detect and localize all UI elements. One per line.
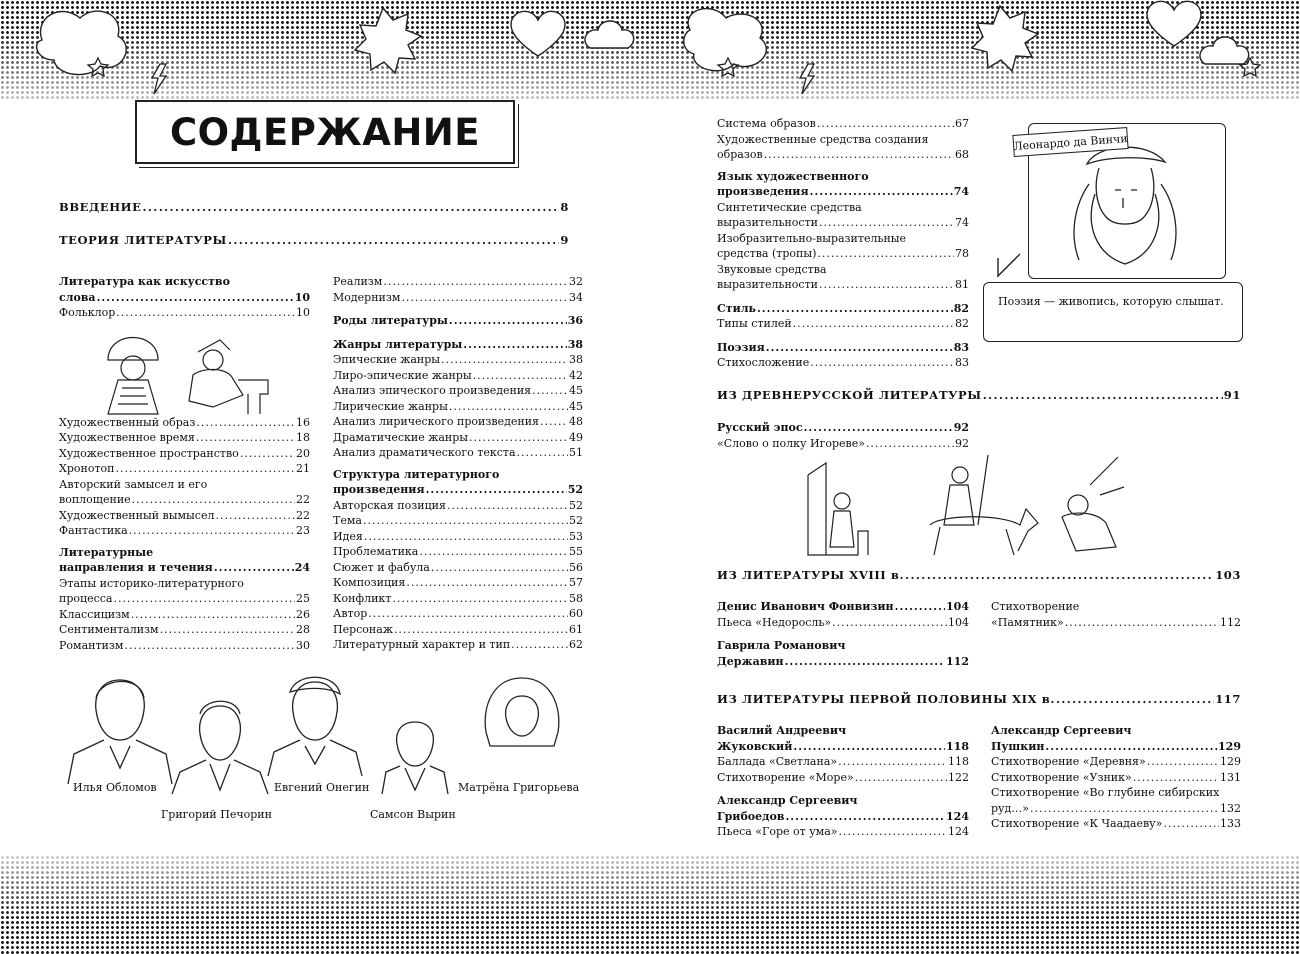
leonardo-name-label: Леонардо да Винчи [1012, 127, 1128, 157]
toc-entry-introduction[interactable]: ВВЕДЕНИЕ ..... 8 [59, 200, 569, 216]
toc-entry-theme[interactable]: Тема ..... 52 [333, 513, 583, 529]
toc-entry-lyric-genres[interactable]: Лирические жанры ..... 45 [333, 399, 583, 415]
toc-entry-structure[interactable]: произведения ..... 52 [333, 482, 583, 498]
toc-entry-image[interactable]: Художественный образ ..... 16 [59, 415, 310, 431]
toc-entry-griboedov[interactable]: Грибоедов ..... 124 [717, 809, 969, 825]
cloud-icon [585, 21, 634, 48]
toc-line-zhukovsky[interactable]: Василий Андреевич [717, 724, 847, 737]
toc-entry-xviii[interactable]: ИЗ ЛИТЕРАТУРЫ XVIII в. ..... 103 [717, 568, 1241, 584]
folklore-illustration [98, 330, 273, 420]
toc-section-art-line[interactable]: Литература как искусство [59, 275, 230, 288]
toc-entry-idea[interactable]: Идея ..... 53 [333, 529, 583, 545]
quote-text: Поэзия — живопись, которую слышат. [998, 295, 1224, 308]
page-title-frame [135, 100, 515, 164]
caption-pechorin: Григорий Печорин [161, 808, 272, 821]
starburst-icon-right [972, 6, 1038, 71]
toc-entry-versification[interactable]: Стихосложение ..... 83 [717, 355, 969, 371]
oblomov-portrait-icon [68, 680, 172, 784]
left-column-2 [333, 274, 583, 653]
toc-entry-time[interactable]: Художественное время ..... 18 [59, 430, 310, 446]
fallen-warrior-icon [1062, 457, 1124, 551]
toc-entry-tropes[interactable]: средства (тропы) ..... 78 [717, 246, 969, 262]
toc-entry-epic-analysis[interactable]: Анализ эпического произведения ..... 45 [333, 383, 583, 399]
matryona-portrait-icon [485, 678, 559, 746]
toc-entry-zhukovsky[interactable]: Жуковский ..... 118 [717, 739, 969, 755]
lightning-icon-right [800, 64, 814, 94]
toc-entry-fiction[interactable]: Художественный вымысел ..... 22 [59, 508, 310, 524]
toc-line-poem[interactable]: Стихотворение [991, 600, 1080, 613]
halftone-footer-band [0, 855, 1300, 954]
toc-line-synthetic[interactable]: Синтетические средства [717, 200, 862, 214]
toc-entry-lyric-analysis[interactable]: Анализ лирического произведения ..... 48 [333, 414, 583, 430]
toc-entry-character-type[interactable]: Литературный характер и тип ..... 62 [333, 637, 583, 653]
xix-col-2 [991, 723, 1241, 832]
xix-section [717, 692, 1241, 708]
right-top-column [717, 116, 969, 371]
toc-entry-space[interactable]: Художественное пространство ..... 20 [59, 446, 310, 462]
old-russian-illustration [800, 455, 1130, 560]
toc-entry-siberian[interactable]: руд…» ..... 132 [991, 801, 1241, 817]
toc-entry-fonvizin[interactable]: Денис Иванович Фонвизин ..... 104 [717, 599, 969, 615]
toc-entry-language[interactable]: произведения ..... 74 [717, 184, 969, 200]
toc-line-griboedov[interactable]: Александр Сергеевич [717, 794, 858, 807]
toc-line-stages[interactable]: Этапы историко-литературного [59, 576, 244, 590]
toc-entry-process[interactable]: процесса ..... 25 [59, 591, 310, 607]
toc-entry-author[interactable]: Автор ..... 60 [333, 606, 583, 622]
toc-entry-plot[interactable]: Сюжет и фабула ..... 56 [333, 560, 583, 576]
toc-entry-style[interactable]: Стиль ..... 82 [717, 301, 969, 317]
toc-entry-modernism[interactable]: Модернизм ..... 34 [333, 290, 583, 306]
toc-entry-prisoner[interactable]: Стихотворение «Узник» ..... 131 [991, 770, 1241, 786]
caption-matryona: Матрёна Григорьева [458, 781, 580, 794]
xviii-col-1 [717, 599, 969, 669]
toc-entry-poetry[interactable]: Поэзия ..... 83 [717, 340, 969, 356]
toc-entry-conflict[interactable]: Конфликт ..... 58 [333, 591, 583, 607]
onegin-portrait-icon [268, 677, 362, 776]
heart-icon [511, 11, 565, 56]
toc-entry-chronotope[interactable]: Хронотоп ..... 21 [59, 461, 310, 477]
toc-entry-image-system[interactable]: Система образов ..... 67 [717, 116, 969, 132]
toc-entry-chaadaev[interactable]: Стихотворение «К Чаадаеву» ..... 133 [991, 816, 1241, 832]
tower-princess-icon [808, 463, 868, 555]
old-russian-entries [717, 420, 969, 451]
toc-line-sound[interactable]: Звуковые средства [717, 262, 827, 276]
toc-entry-character[interactable]: Персонаж ..... 61 [333, 622, 583, 638]
toc-line-pushkin[interactable]: Александр Сергеевич [991, 724, 1132, 737]
page-title: СОДЕРЖАНИЕ [169, 110, 481, 154]
toc-entry-embodiment[interactable]: воплощение ..... 22 [59, 492, 310, 508]
toc-entry-genres[interactable]: Жанры литературы ..... 38 [333, 337, 583, 353]
toc-entry-xix[interactable]: ИЗ ЛИТЕРАТУРЫ ПЕРВОЙ ПОЛОВИНЫ XIX в. ..... 117 [717, 692, 1241, 708]
toc-entry-derzhavin[interactable]: Державин ..... 112 [717, 654, 969, 670]
toc-entry-drama-analysis[interactable]: Анализ драматического текста ..... 51 [333, 445, 583, 461]
lightning-icon [152, 64, 166, 94]
toc-entry-old-russian[interactable]: ИЗ ДРЕВНЕРУССКОЙ ЛИТЕРАТУРЫ ..... 91 [717, 388, 1241, 404]
toc-entry-folklore[interactable]: Фольклор ..... 10 [59, 305, 310, 321]
toc-entry-movements[interactable]: направления и течения ..... 24 [59, 560, 310, 576]
rider-on-horse-icon [930, 455, 1038, 555]
left-major-entries [59, 200, 569, 248]
heart-icon-right [1147, 1, 1201, 46]
starburst-icon [355, 8, 421, 73]
xix-col-1 [717, 723, 969, 840]
toc-section-movements-line[interactable]: Литературные [59, 545, 154, 559]
toc-entry-theory[interactable]: ТЕОРИЯ ЛИТЕРАТУРЫ ..... 9 [59, 233, 569, 249]
toc-entry-synthetic[interactable]: выразительности ..... 74 [717, 215, 969, 231]
toc-entry-russian-epic[interactable]: Русский эпос ..... 92 [717, 420, 969, 436]
toc-entry-svetlana[interactable]: Баллада «Светлана» ..... 118 [717, 754, 969, 770]
toc-entry-fantasy[interactable]: Фантастика ..... 23 [59, 523, 310, 539]
vyrin-portrait-icon [382, 722, 448, 794]
caption-oblomov: Илья Обломов [73, 781, 157, 794]
toc-entry-style-types[interactable]: Типы стилей ..... 82 [717, 316, 969, 332]
old-russian-section [717, 388, 1241, 404]
toc-entry-igor[interactable]: «Слово о полку Игореве» ..... 92 [717, 436, 969, 452]
toc-entry-village[interactable]: Стихотворение «Деревня» ..... 129 [991, 754, 1241, 770]
toc-line-author-intent[interactable]: Авторский замысел и его [59, 477, 208, 491]
toc-line-art-means[interactable]: Художественные средства создания [717, 132, 929, 146]
quote-bubble [983, 282, 1243, 342]
bubble-icon-right [684, 9, 767, 71]
toc-entry-images[interactable]: образов ..... 68 [717, 147, 969, 163]
bubble-icon [37, 11, 127, 74]
toc-entry-drama-genres[interactable]: Драматические жанры ..... 49 [333, 430, 583, 446]
pechorin-portrait-icon [172, 701, 268, 794]
toc-line-language[interactable]: Язык художественного [717, 169, 869, 183]
toc-entry-realism[interactable]: Реализм ..... 32 [333, 274, 583, 290]
toc-entry-monument[interactable]: «Памятник» ..... 112 [991, 615, 1241, 631]
character-portraits [60, 668, 580, 798]
toc-entry-author-position[interactable]: Авторская позиция ..... 52 [333, 498, 583, 514]
xviii-col-2 [991, 599, 1241, 630]
toc-entry-sound[interactable]: выразительности ..... 81 [717, 277, 969, 293]
toc-entry-classicism[interactable]: Классицизм ..... 26 [59, 607, 310, 623]
caption-vyrin: Самсон Вырин [370, 808, 456, 821]
toc-line-derzhavin[interactable]: Гаврила Романович [717, 639, 846, 652]
toc-entry-composition[interactable]: Композиция ..... 57 [333, 575, 583, 591]
toc-entry-woe-from-wit[interactable]: Пьеса «Горе от ума» ..... 124 [717, 824, 969, 840]
leonardo-beard-icon [1091, 194, 1159, 264]
toc-line-structure[interactable]: Структура литературного [333, 467, 500, 481]
toc-entry-problems[interactable]: Проблематика ..... 55 [333, 544, 583, 560]
toc-entry-nedorosl[interactable]: Пьеса «Недоросль» ..... 104 [717, 615, 969, 631]
xviii-section [717, 568, 1241, 584]
toc-entry-romanticism[interactable]: Романтизм ..... 30 [59, 638, 310, 654]
toc-entry-sentimentalism[interactable]: Сентиментализм ..... 28 [59, 622, 310, 638]
kokoshnik-icon [108, 338, 158, 361]
toc-entry-art-of-word[interactable]: слова ..... 10 [59, 290, 310, 306]
toc-line-siberian[interactable]: Стихотворение «Во глубине сибирских [991, 786, 1220, 799]
caption-onegin: Евгений Онегин [274, 781, 370, 794]
toc-entry-lyro-epic-genres[interactable]: Лиро-эпические жанры ..... 42 [333, 368, 583, 384]
cloud-icon-right [1200, 37, 1249, 64]
toc-line-tropes[interactable]: Изобразительно-выразительные [717, 231, 907, 245]
toc-entry-sea[interactable]: Стихотворение «Море» ..... 122 [717, 770, 969, 786]
doodle-decorations [0, 0, 1300, 100]
toc-entry-kinds[interactable]: Роды литературы ..... 36 [333, 313, 583, 329]
toc-entry-pushkin[interactable]: Пушкин ..... 129 [991, 739, 1241, 755]
toc-entry-epic-genres[interactable]: Эпические жанры ..... 38 [333, 352, 583, 368]
boy-face-icon [203, 350, 223, 370]
